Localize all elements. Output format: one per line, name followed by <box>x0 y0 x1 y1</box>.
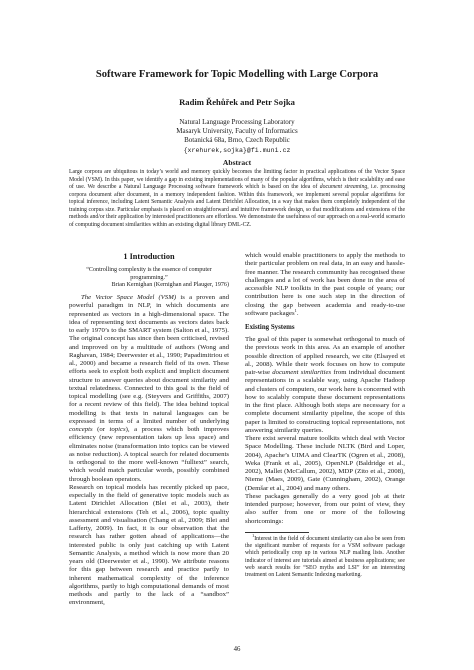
footnote-number: 1 <box>252 532 255 538</box>
paper-title: Software Framework for Topic Modelling with Large Corpora <box>95 69 379 80</box>
body-paragraph: Research on topical models has recently picked up pace, especially in the field of generative topic models such as Latent Dirichlet Allocation (Blei et al., 2003), their hierarchical extensions (Teh et al., 2006), topic quality assessment and visualisation (Chang et al., 2009; Blei and Lafferty, 2009). In fact, it is our observation that the research has rather gotten ahead of applications—the interested public is only just catching up with Latent Semantic Analysis, a method which is now more than 20 years old (Deerwester et al., 1990). We attribute reasons for this gap between research and practice partly to inherent mathematical complexity of the inference algorithms, partly to high computational demands of most methods and partly to the lack of a “sandbox” environment, <box>69 483 229 607</box>
page-number: 46 <box>233 646 241 653</box>
quote-attribution: Brian Kernighan (Kernighan and Plauger, 1976) <box>111 282 229 289</box>
affiliation-line: Natural Language Processing Laboratory <box>179 118 295 126</box>
abstract-text: Large corpora are ubiquitous in today’s world and memory quickly becomes the limiting factor in practical applications of the Vector Space Model (VSM). In this paper, we identify a gap in existing implementations of many of the popular algorithms, which is their scalability and ease of use. We describe a Natural Language Processing software framework which is based on the idea of document streaming, i.e. processing corpora document after document, in a memory independent fashion. Within this framework, we implement several popular algorithms for topical inference, including Latent Semantic Analysis and Latent Dirichlet Allocation, in a way that makes them completely independent of the training corpus size. Particular emphasis is placed on straightforward and intuitive framework design, so that modifications and extensions of the methods and/or their application by interested practitioners are effortless. We demonstrate the usefulness of our approach on a real-world scenario of computing document similarities within an existing digital library DML-CZ. <box>69 169 405 228</box>
author-emails: {xrehurek,sojka}@fi.muni.cz <box>183 146 291 154</box>
body-paragraph: The goal of this paper is somewhat orthogonal to much of the previous work in this area. As an example of another possible direction of applied research, we cite (Elsayed et al., 2008). While their work focuses on how to compute pair-wise document similarities from individual document representations in a scalable way, using Apache Hadoop and clusters of computers, our work here is concerned with how to scalably compute these document representations in the first place. Although both steps are necessary for a complete document similarity pipeline, the scope of this paper is limited to constructing topical representations, not answering similarity queries. <box>245 336 405 434</box>
footnote-marker: 1 <box>294 307 297 313</box>
footnote: $^1$Interest in the field of document similarity can also be seen from the significant number of requests for a VSM software package which periodically crop up in various NLP mailing lists. Another indicator of interest are tutorials aimed at business applications; see web search results for “SEO myths and LSI” for an interesting treatment on Latent Semantic Indexing marketing. <box>245 532 405 579</box>
epigraph-quote <box>69 267 229 290</box>
affiliation-block <box>0 118 474 155</box>
affiliation-line: Masaryk University, Faculty of Informatics <box>176 127 298 136</box>
right-column <box>245 252 405 580</box>
paper-authors: Radim Řehůřek and Petr Sojka <box>179 97 295 107</box>
left-column <box>69 252 229 608</box>
body-paragraph: These packages generally do a very good job at their intended purpose; however, from our point of view, they also suffer from one or more of the following shortcomings: <box>245 492 405 525</box>
footnote-divider <box>245 532 309 533</box>
body-paragraph: There exist several mature toolkits which deal with Vector Space Modelling. These include NLTK (Bird and Loper, 2004), Apache’s UIMA and ClearTK (Ogren et al., 2008), Weka (Frank et al., 2005), OpenNLP (Baldridge et al., 2002), Mallet (McCallum, 2002), MDP (Zito et al., 2008), Nieme (Maes, 2009), Gate (Cunningham, 2002), Orange (Demšar et al., 2004) and many others. <box>245 435 405 492</box>
abstract-heading: Abstract <box>222 158 252 167</box>
quote-text: “Controlling complexity is the essence of computer programming.” <box>86 267 212 281</box>
section-heading-introduction: 1 Introduction <box>123 252 175 261</box>
affiliation-line: Botanická 68a, Brno, Czech Republic <box>184 136 290 145</box>
body-paragraph: The Vector Space Model (VSM) is a proven and powerful paradigm in NLP, in which documents are represented as vectors in a high-dimensional space. The idea of representing text documents as vectors dates back to early 1970’s to the SMART system (Salton et al., 1975). The original concept has since then been criticised, revised and improved on by a multitude of authors (Wong and Raghavan, 1984; Deerwester et al., 1990; Papadimitriou et al., 2000) and became a research field of its own. These efforts seek to exploit both explicit and implicit document structure to answer queries about document similarity and textual relatedness. Connected to this goal is the field of topical modelling (see e.g. (Steyvers and Griffiths, 2007) for a recent review of this field). The idea behind topical modelling is that texts in natural languages can be expressed in terms of a limited number of underlying concepts (or topics), a process which both improves efficiency (new representation takes up less space) and eliminates noise (transformation into topics can be viewed as noise reduction). A topical search for related documents is orthogonal to the more well-known “fulltext” search, which would match particular words, possibly combined through boolean operators. <box>69 294 230 483</box>
body-paragraph: which would enable practitioners to apply the methods to their particular problem on real data, in an easy and hassle-free manner. The research community has recognised these challenges and a lot of work has been done in the area of accessible NLP toolkits in the past couple of years; our contribution here is one such step in the direction of closing the gap between academia and ready-to-use software packages$^1$. <box>245 252 405 317</box>
subsection-heading-existing-systems: Existing Systems <box>245 324 295 331</box>
